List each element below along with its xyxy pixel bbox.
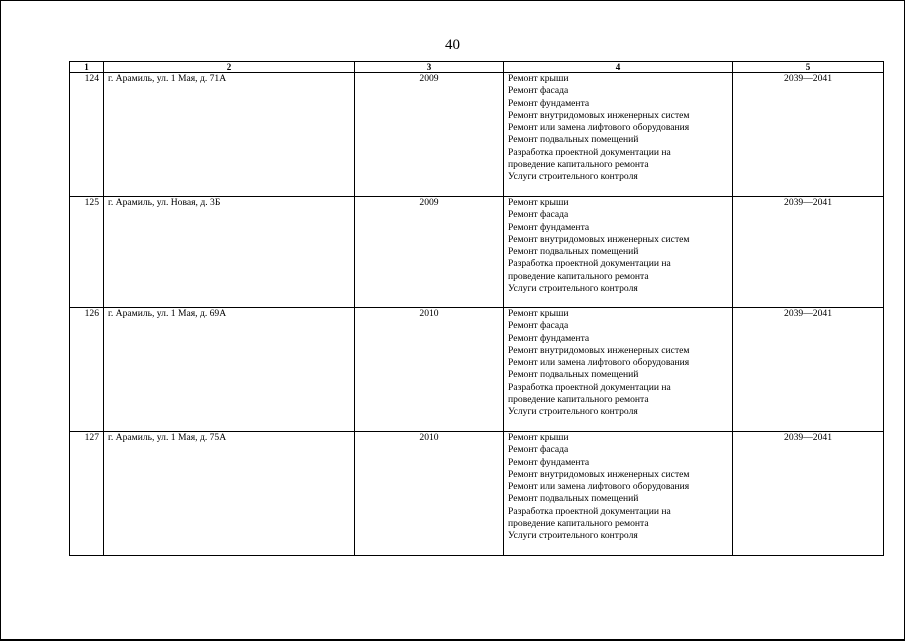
- repair-works-list: [504, 197, 733, 308]
- column-header-3: 3: [355, 62, 504, 73]
- row-number: 127: [70, 432, 104, 556]
- repair-work-item: Ремонт или замена лифтового оборудования: [508, 357, 690, 369]
- repair-works-list: [504, 432, 733, 556]
- repair-work-item: Ремонт крыши: [508, 197, 569, 208]
- commissioning-year: 2010: [355, 308, 504, 432]
- commissioning-year: 2009: [355, 197, 504, 308]
- table-row: [70, 73, 884, 197]
- table-row: [70, 197, 884, 308]
- repair-work-item: Услуги строительного контроля: [508, 283, 638, 295]
- repair-works-list: [504, 308, 733, 432]
- table-row: [70, 308, 884, 432]
- repair-work-item: Ремонт или замена лифтового оборудования: [508, 481, 690, 493]
- row-number: 125: [70, 197, 104, 308]
- building-address: г. Арамиль, ул. Новая, д. 3Б: [104, 197, 355, 308]
- repair-work-item: Услуги строительного контроля: [508, 171, 638, 183]
- building-address: г. Арамиль, ул. 1 Мая, д. 69А: [104, 308, 355, 432]
- commissioning-year: 2010: [355, 432, 504, 556]
- repair-work-item: Ремонт подвальных помещений: [508, 134, 639, 146]
- repair-work-item: Ремонт внутридомовых инженерных систем: [508, 344, 690, 356]
- column-header-5: 5: [733, 62, 884, 73]
- commissioning-year: 2009: [355, 73, 504, 197]
- repair-work-item: Ремонт подвальных помещений: [508, 493, 639, 505]
- repair-work-item: Ремонт внутридомовых инженерных систем: [508, 233, 690, 245]
- repair-work-item: Ремонт подвальных помещений: [508, 246, 639, 258]
- repair-work-item: проведение капитального ремонта: [508, 518, 649, 530]
- column-header-2: 2: [104, 62, 355, 73]
- repair-period: 2039—2041: [733, 197, 884, 308]
- repair-work-item: Ремонт фасада: [508, 85, 569, 97]
- repair-work-item: Ремонт или замена лифтового оборудования: [508, 122, 690, 134]
- building-address: г. Арамиль, ул. 1 Мая, д. 71А: [104, 73, 355, 197]
- column-number-row: [70, 62, 884, 73]
- repair-work-item: Ремонт фасада: [508, 209, 569, 221]
- repair-work-item: Ремонт внутридомовых инженерных систем: [508, 109, 690, 121]
- repair-work-item: Разработка проектной документации на: [508, 505, 671, 517]
- repair-works-list: [504, 73, 733, 197]
- building-address: г. Арамиль, ул. 1 Мая, д. 75А: [104, 432, 355, 556]
- repair-work-item: Ремонт фундамента: [508, 221, 590, 233]
- repair-work-item: Ремонт крыши: [508, 73, 569, 84]
- repair-work-item: Ремонт фундамента: [508, 332, 590, 344]
- repair-work-item: Ремонт крыши: [508, 432, 569, 443]
- repair-work-item: Ремонт крыши: [508, 308, 569, 319]
- row-number: 126: [70, 308, 104, 432]
- repair-schedule-table: [69, 61, 884, 556]
- column-header-1: 1: [70, 62, 104, 73]
- column-header-4: 4: [504, 62, 733, 73]
- repair-period: 2039—2041: [733, 73, 884, 197]
- repair-period: 2039—2041: [733, 308, 884, 432]
- repair-work-item: проведение капитального ремонта: [508, 159, 649, 171]
- repair-work-item: Услуги строительного контроля: [508, 530, 638, 542]
- repair-work-item: Ремонт фасада: [508, 320, 569, 332]
- repair-work-item: Ремонт фундамента: [508, 456, 590, 468]
- row-number: 124: [70, 73, 104, 197]
- repair-work-item: Услуги строительного контроля: [508, 406, 638, 418]
- page-number: 40: [445, 37, 460, 53]
- repair-work-item: Разработка проектной документации на: [508, 146, 671, 158]
- repair-work-item: Разработка проектной документации на: [508, 381, 671, 393]
- repair-work-item: Ремонт внутридомовых инженерных систем: [508, 468, 690, 480]
- table-row: [70, 432, 884, 556]
- repair-work-item: Ремонт фасада: [508, 444, 569, 456]
- repair-work-item: Разработка проектной документации на: [508, 258, 671, 270]
- repair-work-item: Ремонт фундамента: [508, 97, 590, 109]
- repair-work-item: проведение капитального ремонта: [508, 270, 649, 282]
- repair-work-item: проведение капитального ремонта: [508, 394, 649, 406]
- repair-work-item: Ремонт подвальных помещений: [508, 369, 639, 381]
- repair-period: 2039—2041: [733, 432, 884, 556]
